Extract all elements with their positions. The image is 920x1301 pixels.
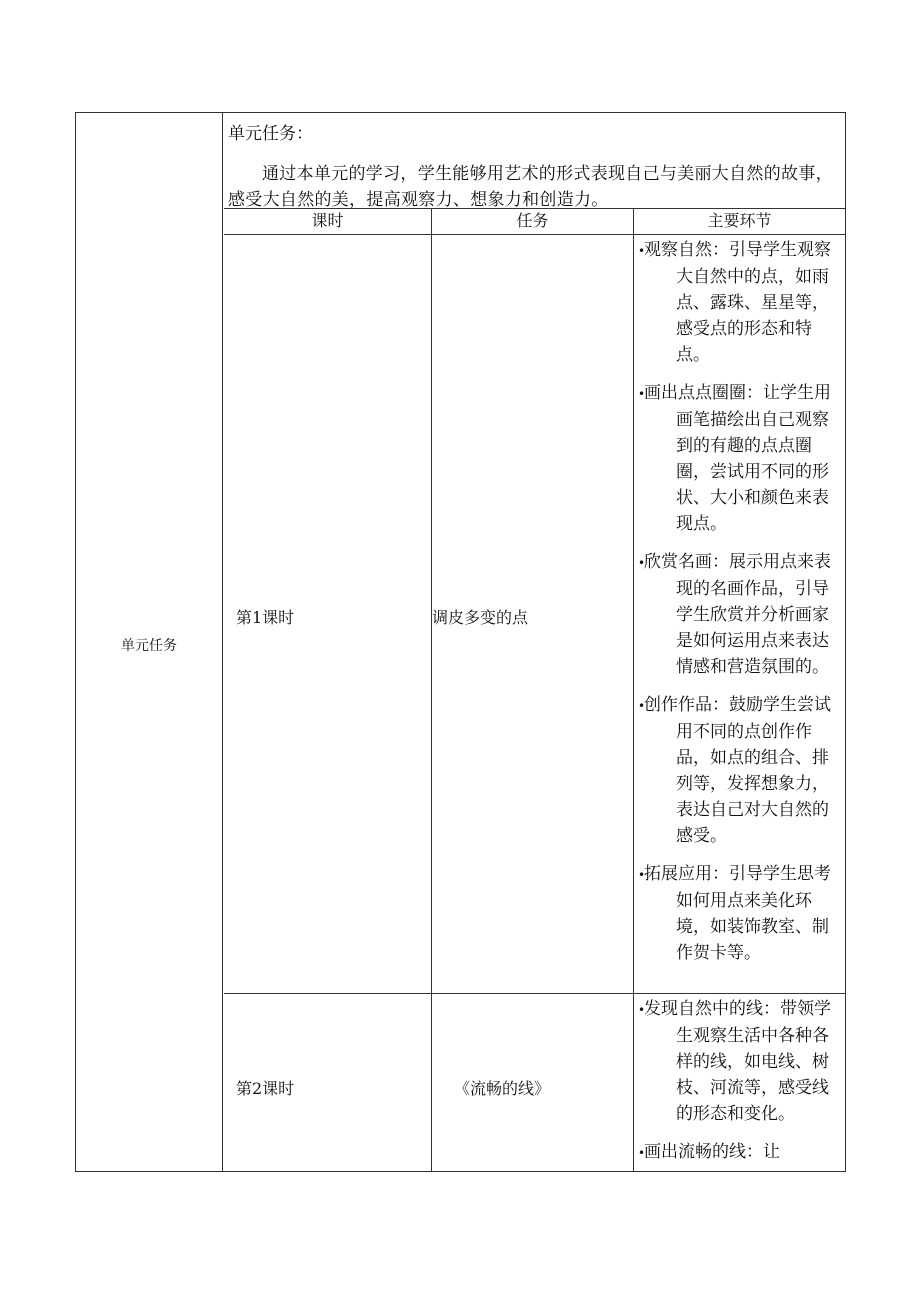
lesson-label: 第2课时 xyxy=(236,1079,295,1098)
lesson-plan-table xyxy=(75,112,846,1172)
intro-title: 单元任务： xyxy=(228,124,313,144)
list-item: •画出点点圈圈：让学生用画笔描绘出自己观察到的有趣的点点圈圈，尝试用不同的形状、大小和颜色来表现点。 xyxy=(638,383,831,534)
intro-body: 通过本单元的学习，学生能够用艺术的形式表现自己与美丽大自然的故事，感受大自然的美，提高观察力、想象力和创造力。 xyxy=(228,164,833,210)
task-label: 《流畅的线》 xyxy=(454,1079,551,1098)
table-row xyxy=(224,994,845,1172)
task-label: 调皮多变的点 xyxy=(432,608,529,627)
side-label: 单元任务 xyxy=(121,638,177,654)
table-row xyxy=(224,235,845,994)
list-item: •欣赏名画：展示用点来表现的名画作品，引导学生欣赏并分析画家是如何运用点来表达情感和营造氛围的。 xyxy=(638,552,831,677)
header-lesson: 课时 xyxy=(224,209,432,234)
lesson-label: 第1课时 xyxy=(236,608,295,627)
list-item: •发现自然中的线：带领学生观察生活中各种各样的线，如电线、树枝、河流等，感受线的形态和变化。 xyxy=(638,999,831,1124)
list-item: •画出流畅的线：让 xyxy=(638,1142,780,1162)
list-item: •创作作品：鼓励学生尝试用不同的点创作作品，如点的组合、排列等，发挥想象力，表达自己对大自然的感受。 xyxy=(638,695,831,846)
header-task: 任务 xyxy=(432,209,634,234)
unit-task-intro xyxy=(224,113,845,209)
list-item: •拓展应用：引导学生思考如何用点来美化环境，如装饰教室、制作贺卡等。 xyxy=(638,864,831,963)
steps-list xyxy=(634,237,845,978)
side-column xyxy=(76,113,223,1171)
steps-list xyxy=(634,996,845,1178)
table-header-row xyxy=(224,209,845,235)
list-item: •观察自然：引导学生观察大自然中的点，如雨点、露珠、星星等，感受点的形态和特点。 xyxy=(638,240,831,365)
header-steps: 主要环节 xyxy=(707,211,772,230)
